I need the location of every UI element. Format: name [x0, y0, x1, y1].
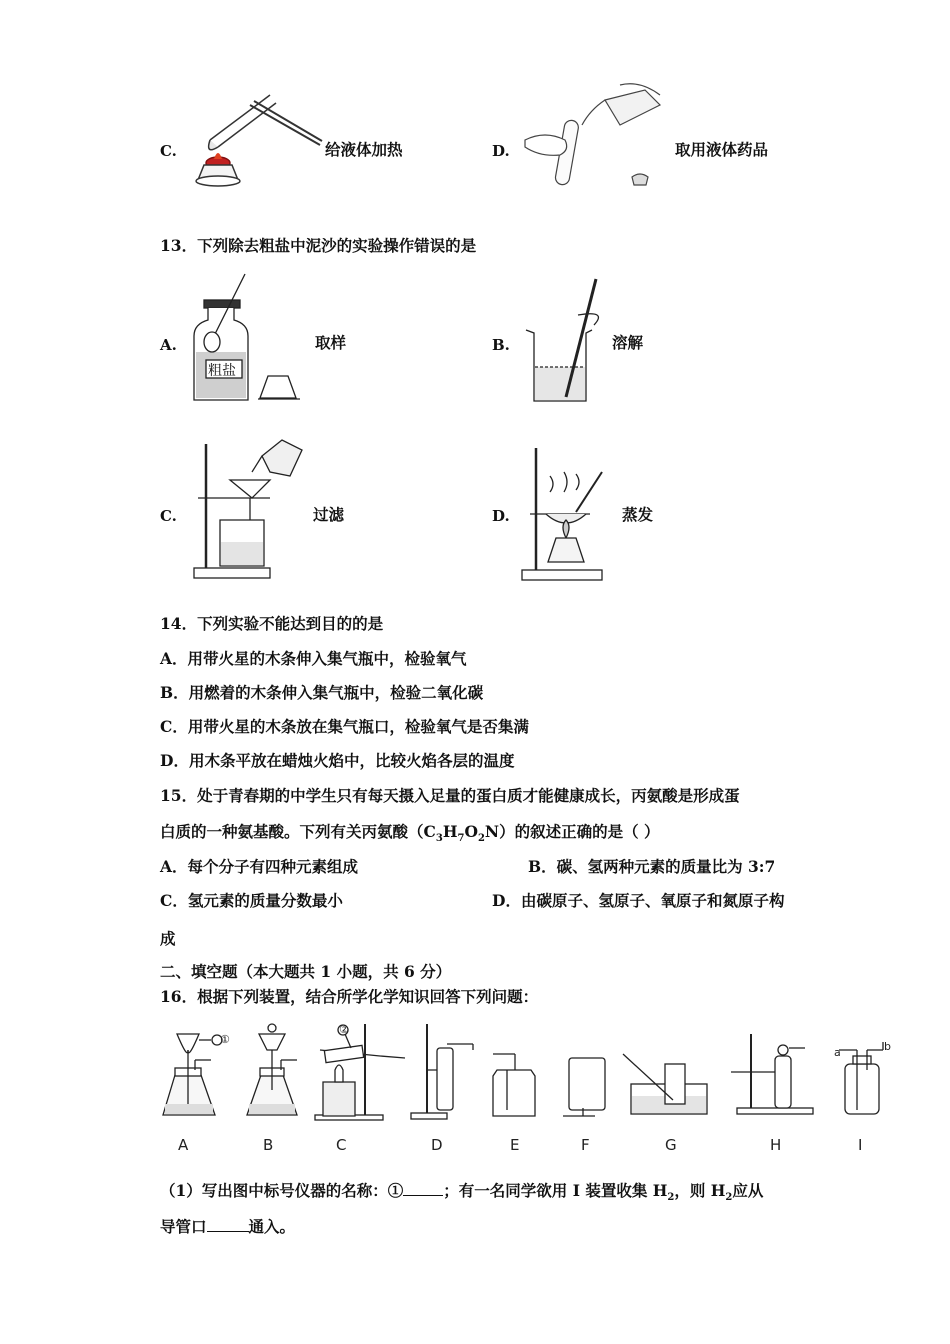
q13-option-c-letter: C.	[160, 507, 177, 525]
q14-option-a: A．用带火星的木条伸入集气瓶中，检验氧气	[160, 649, 467, 668]
apparatus-row	[155, 1020, 895, 1122]
port-a-label: a	[834, 1046, 841, 1059]
q15-option-a: A．每个分子有四种元素组成	[160, 857, 359, 876]
marker-2: ②	[339, 1023, 349, 1036]
q15-stem-line2: 白质的一种氨基酸。下列有关丙氨酸$(C_3H_7O_2N)$的叙述正确的是（ ）	[160, 822, 660, 845]
sampling-figure	[190, 272, 305, 404]
apparatus-b-figure	[247, 1024, 297, 1115]
q15-option-c: C．氢元素的质量分数最小	[160, 891, 343, 910]
q13-stem: 13．下列除去粗盐中泥沙的实验操作错误的是	[160, 236, 477, 255]
q15-option-d: D．由碳原子、氢原子、氧原子和氮原子构	[492, 891, 785, 910]
q14-stem: 14．下列实验不能达到目的的是	[160, 614, 384, 633]
apparatus-e-figure	[493, 1054, 535, 1116]
section-2-title: 二、填空题（本大题共 1 小题，共 6 分）	[160, 962, 452, 981]
q15-stem-line1: 15．处于青春期的中学生只有每天摄入足量的蛋白质才能健康成长，丙氨酸是形成蛋	[160, 786, 740, 805]
q12-option-c-letter: C.	[160, 142, 177, 160]
apparatus-g-figure	[623, 1054, 707, 1114]
dissolving-figure	[520, 275, 610, 405]
apparatus-h-figure	[731, 1034, 813, 1114]
q14-option-b: B．用燃着的木条伸入集气瓶中，检验二氧化碳	[160, 683, 484, 702]
taking-liquid-figure	[520, 85, 665, 190]
q13-option-d-caption: 蒸发	[622, 505, 654, 524]
apparatus-d-figure	[411, 1024, 473, 1119]
apparatus-i-figure	[839, 1042, 883, 1114]
q16-stem: 16．根据下列装置，结合所学化学知识回答下列问题：	[160, 987, 539, 1006]
apparatus-f-figure	[563, 1058, 605, 1116]
q12-option-c-caption: 给液体加热	[325, 140, 403, 159]
q13-option-a-letter: A.	[160, 336, 177, 354]
q13-option-c-caption: 过滤	[313, 505, 345, 524]
evaporating-figure	[520, 442, 620, 582]
q13-option-b-letter: B.	[492, 336, 510, 354]
answer-blank-1[interactable]	[403, 1181, 443, 1196]
apparatus-label-a: A	[178, 1136, 189, 1154]
filtering-figure	[190, 436, 315, 584]
apparatus-label-g: G	[665, 1136, 677, 1154]
apparatus-label-i: I	[858, 1136, 863, 1154]
q14-option-c: C．用带火星的木条放在集气瓶口，检验氧气是否集满	[160, 717, 529, 736]
apparatus-label-d: D	[431, 1136, 443, 1154]
q13-option-b-caption: 溶解	[612, 333, 644, 352]
q12-option-d-caption: 取用液体药品	[675, 140, 769, 159]
heating-liquid-figure	[190, 85, 325, 190]
coarse-salt-label: 粗盐	[208, 363, 236, 379]
apparatus-label-h: H	[770, 1136, 782, 1154]
marker-1: ①	[220, 1033, 230, 1046]
q15-option-d-continued: 成	[160, 929, 176, 948]
apparatus-label-f: F	[581, 1136, 590, 1154]
port-b-label: b	[884, 1040, 891, 1053]
apparatus-a-figure	[163, 1034, 222, 1115]
q12-option-d-letter: D.	[492, 142, 510, 160]
apparatus-label-c: C	[336, 1136, 347, 1154]
q13-option-d-letter: D.	[492, 507, 510, 525]
q15-option-b: B．碳、氢两种元素的质量比为 3:7	[528, 857, 776, 876]
q16-part1-line2: 导管口 通入。	[160, 1217, 296, 1236]
q13-option-a-caption: 取样	[315, 333, 347, 352]
q16-part1-line1: （1）写出图中标号仪器的名称：① ；有一名同学欲用 I 装置收集 $H_2$，则 $H_2$应从	[160, 1181, 764, 1204]
apparatus-label-b: B	[263, 1136, 274, 1154]
answer-blank-2[interactable]	[207, 1217, 249, 1232]
q14-option-d: D．用木条平放在蜡烛火焰中，比较火焰各层的温度	[160, 751, 515, 770]
apparatus-c-figure	[315, 1024, 405, 1120]
apparatus-label-e: E	[510, 1136, 520, 1154]
